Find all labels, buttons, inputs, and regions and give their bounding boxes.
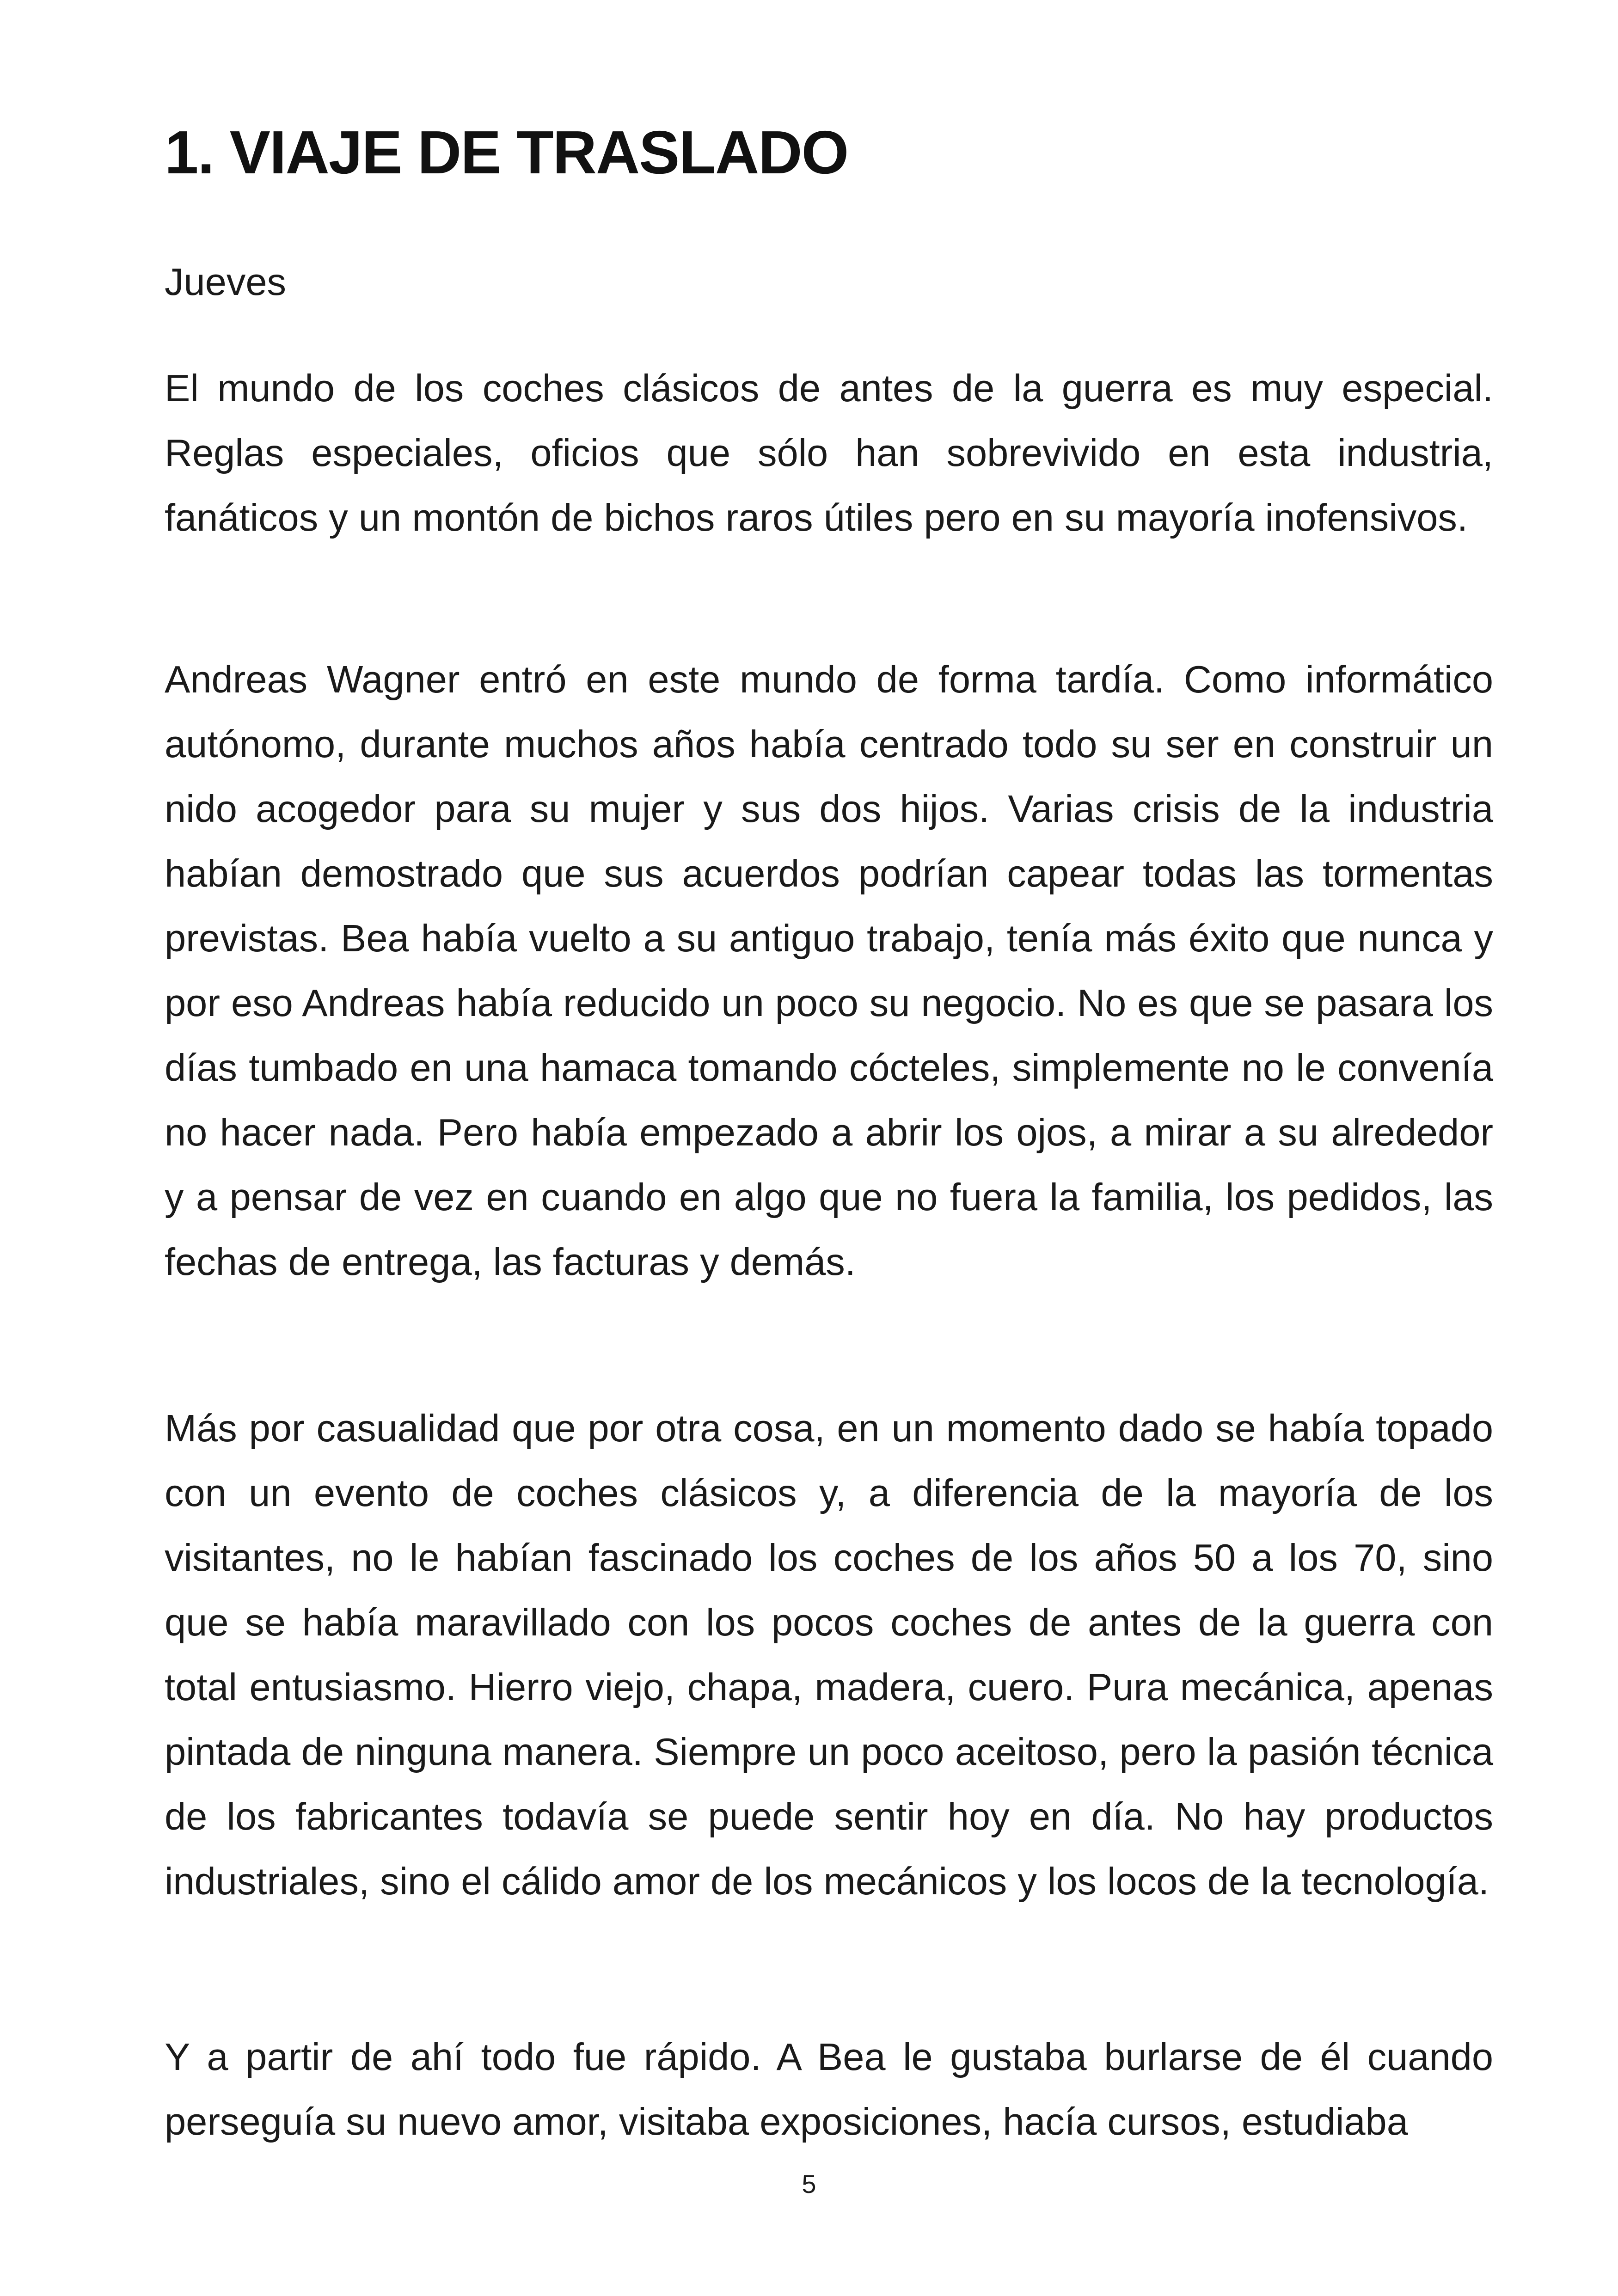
body-paragraph-3: Más por casualidad que por otra cosa, en un momento dado se había topado con un evento de coches clásicos y, a diferencia de la mayoría de los visitantes, no le habían fascinado los coches de los años 50 a los 70, sino que se había maravillado con los pocos coches de antes de la guerra con total entusiasmo. Hierro viejo, chapa, madera, cuero. Pura mecánica, apenas pintada de ninguna manera. Siempre un poco aceitoso, pero la pasión técnica de los fabricantes todavía se puede sentir hoy en día. No hay productos industriales, sino el cálido amor de los mecánicos y los locos de la tecnología. [165, 1407, 1493, 1903]
page-number: 5 [802, 2169, 816, 2198]
body-paragraph-2: Andreas Wagner entró en este mundo de forma tardía. Como informático autónomo, durante muchos años había centrado todo su ser en construir un nido acogedor para su mujer y sus dos hijos. Varias crisis de la industria habían demostrado que sus acuerdos podrían capear todas las tormentas previstas. Bea había vuelto a su antiguo trabajo, tenía más éxito que nunca y por eso Andreas había reducido un poco su negocio. No es que se pasara los días tumbado en una hamaca tomando cócteles, simplemente no le convenía no hacer nada. Pero había empezado a abrir los ojos, a mirar a su alrededor y a pensar de vez en cuando en algo que no fuera la familia, los pedidos, las fechas de entrega, las facturas y demás. [165, 658, 1493, 1283]
day-label: Jueves [165, 260, 286, 303]
body-paragraph-1: El mundo de los coches clásicos de antes de la guerra es muy especial. Reglas especiales, oficios que sólo han sobrevivido en esta industria, fanáticos y un montón de bichos raros útiles pero en su mayoría inofensivos. [165, 367, 1493, 539]
chapter-heading: 1. VIAJE DE TRASLADO [165, 118, 848, 186]
body-paragraph-4: Y a partir de ahí todo fue rápido. A Bea le gustaba burlarse de él cuando perseguía su nuevo amor, visitaba exposiciones, hacía cursos, estudiaba [165, 2035, 1493, 2143]
